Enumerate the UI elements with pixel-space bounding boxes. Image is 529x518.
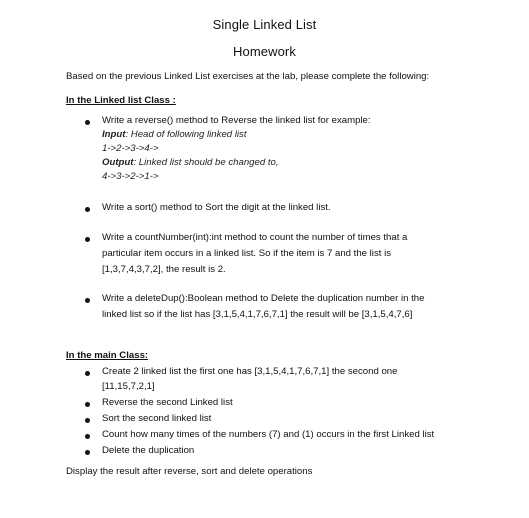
input-label: Input	[102, 129, 126, 140]
footer-text: Display the result after reverse, sort and delete operations	[66, 466, 313, 477]
input-description: : Head of following linked list	[125, 129, 247, 140]
bullet-icon	[85, 434, 90, 439]
intro-text: Based on the previous Linked List exercises at the lab, please complete the following:	[66, 71, 430, 82]
bullet-icon	[85, 237, 90, 242]
bullet-icon	[85, 371, 90, 376]
main-item-reverse: Reverse the second Linked list	[102, 397, 233, 408]
main-section-heading: In the main Class:	[66, 350, 149, 361]
list-item-reverse: Write a reverse() method to Reverse the linked list for example:	[102, 115, 371, 126]
document-subtitle: Homework	[233, 44, 296, 59]
list-item-deletedup-line2: linked list so if the list has [3,1,5,4,1,7,6,7,1] the result will be [3,1,5,4,7,6]	[102, 309, 413, 320]
class-section-heading: In the Linked list Class :	[66, 95, 176, 106]
main-item-delete: Delete the duplication	[102, 445, 195, 456]
bullet-icon	[85, 418, 90, 423]
bullet-icon	[85, 450, 90, 455]
output-label: Output	[102, 157, 134, 168]
document-title: Single Linked List	[212, 17, 317, 32]
example-input-line	[102, 128, 247, 141]
list-item-count-line1: Write a countNumber(int):int method to count the number of times that a	[102, 232, 408, 243]
example-output-value: 4->3->2->1->	[102, 171, 159, 182]
list-item-sort: Write a sort() method to Sort the digit at the linked list.	[102, 202, 331, 213]
main-item-count: Count how many times of the numbers (7) and (1) occurs in the first Linked list	[102, 429, 435, 440]
list-item-deletedup-line1: Write a deleteDup():Boolean method to Delete the duplication number in the	[102, 293, 425, 304]
list-item-count-line2: particular item occurs in a linked list. So if the item is 7 and the list is	[102, 248, 391, 259]
bullet-icon	[85, 298, 90, 303]
output-description: : Linked list should be changed to,	[133, 157, 279, 168]
list-item-count-line3: [1,3,7,4,3,7,2], the result is 2.	[102, 264, 226, 275]
bullet-icon	[85, 402, 90, 407]
main-item-create-line2: [11,15,7,2,1]	[102, 381, 155, 392]
main-item-create-line1: Create 2 linked list the first one has [3,1,5,4,1,7,6,7,1] the second one	[102, 366, 398, 377]
bullet-icon	[85, 207, 90, 212]
main-item-sort: Sort the second linked list	[102, 413, 212, 424]
example-output-line	[102, 156, 279, 169]
bullet-icon	[85, 120, 90, 125]
example-input-value: 1->2->3->4->	[102, 143, 159, 154]
